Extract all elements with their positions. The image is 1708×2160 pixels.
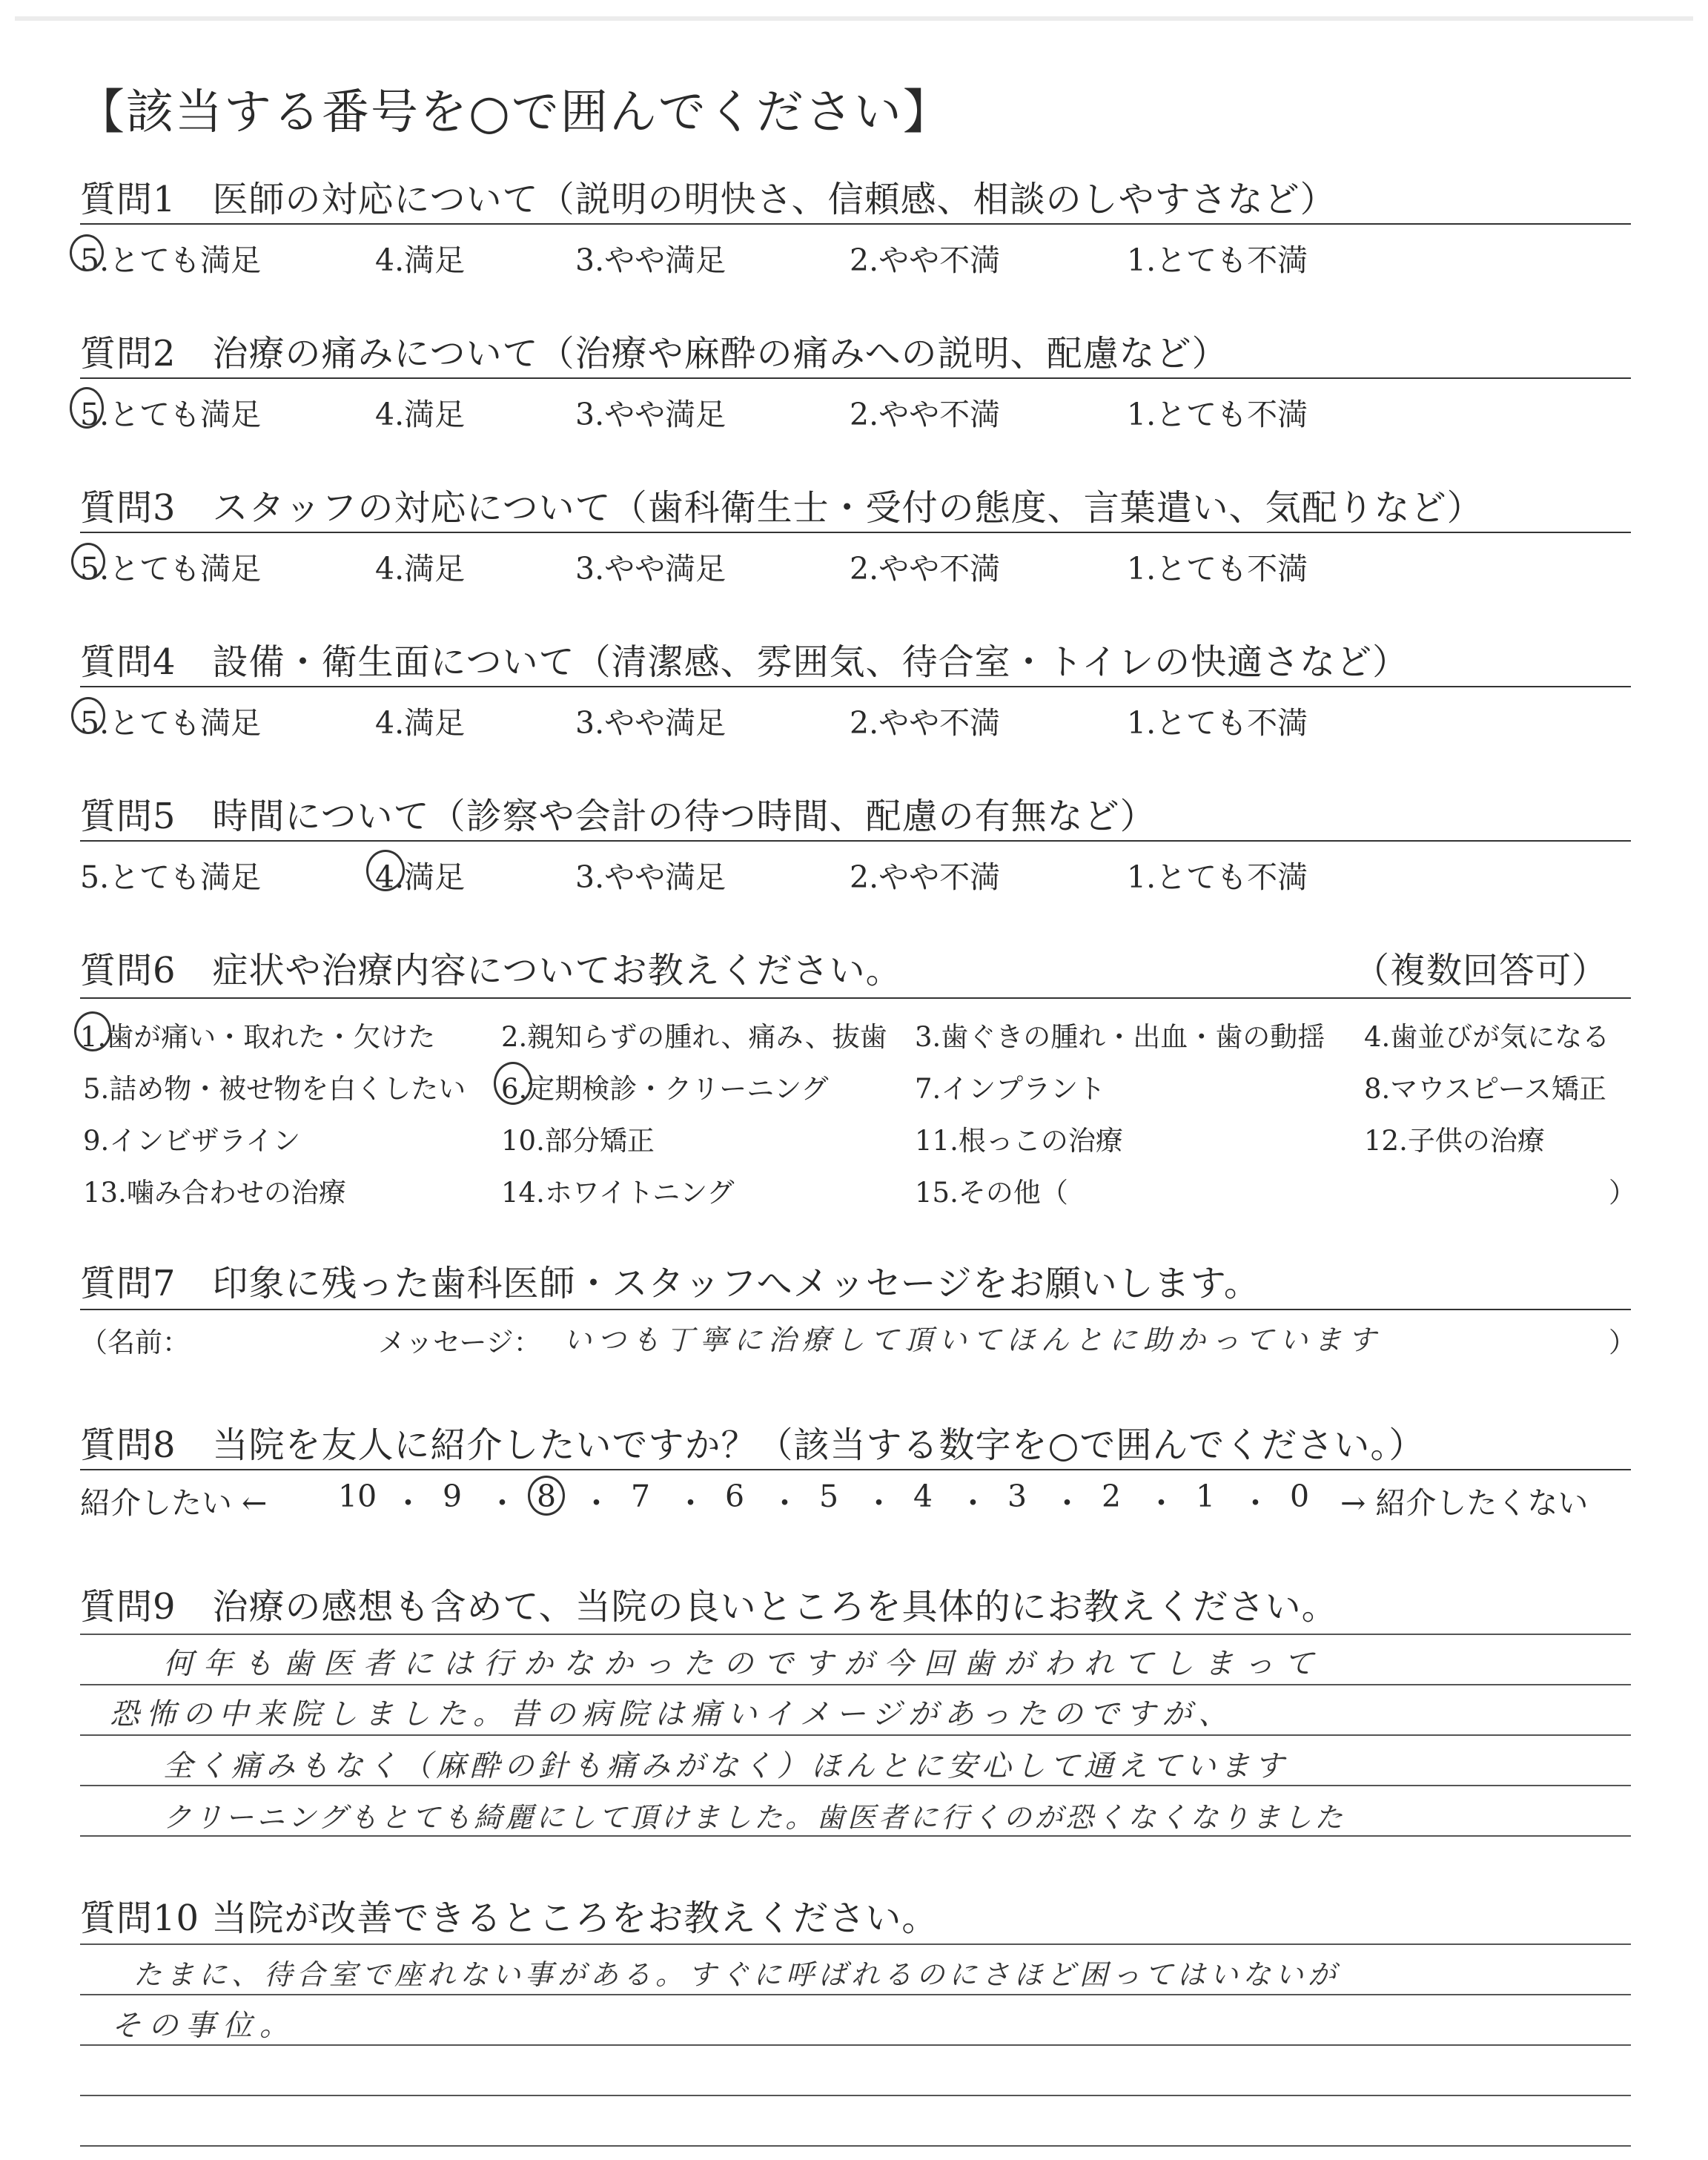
q10-answer-line-2[interactable]: その事位。 (111, 2009, 297, 2043)
question-7-rule (80, 1309, 1631, 1310)
page-header: 【該当する番号を○で囲んでください】 (77, 85, 952, 140)
question-5-title: 質問5 時間について（診察や会計の待つ時間、配慮の有無など） (80, 796, 1156, 837)
q6-item-4[interactable]: 4.歯並びが気になる (1364, 1021, 1610, 1053)
q6-item-8[interactable]: 8.マウスピース矯正 (1364, 1073, 1606, 1105)
question-8-rule (80, 1469, 1631, 1470)
q1-option-3[interactable]: 3.やや満足 (575, 242, 726, 278)
q3-option-4[interactable]: 4.満足 (375, 551, 466, 587)
q6-item-1[interactable]: 1.歯が痛い・取れた・欠けた (80, 1021, 436, 1053)
q2-option-2[interactable]: 2.やや不満 (850, 397, 1001, 432)
q4-option-1[interactable]: 1.とても不満 (1127, 705, 1308, 741)
q8-scale-separator: ・ (675, 1485, 706, 1521)
question-8-title: 質問8 当院を友人に紹介したいですか？（該当する数字を○で囲んでください。） (80, 1424, 1426, 1466)
q8-right-label: → 紹介したくない (1340, 1485, 1589, 1521)
question-6-note: （複数回答可） (1354, 950, 1609, 991)
q5-selected-circle (366, 850, 405, 891)
q9-line-rule-2 (80, 1684, 1631, 1685)
q7-message-text[interactable]: いつも丁寧に治療して頂いてほんとに助かっています (563, 1324, 1383, 1356)
q6-item-6[interactable]: 6.定期検診・クリーニング (501, 1073, 829, 1105)
q8-scale-separator: ・ (487, 1485, 517, 1521)
top-border (15, 16, 1693, 21)
q6-item-13[interactable]: 13.噛み合わせの治療 (83, 1177, 346, 1209)
q8-scale-1[interactable]: 1 (1196, 1479, 1216, 1514)
q2-option-1[interactable]: 1.とても不満 (1127, 397, 1308, 432)
q3-option-1[interactable]: 1.とても不満 (1127, 551, 1308, 587)
q6-item-10[interactable]: 10.部分矯正 (501, 1125, 655, 1157)
q6-item-9[interactable]: 9.インビザライン (83, 1125, 301, 1157)
q5-option-4[interactable]: 4.満足 (375, 859, 466, 895)
question-9-title: 質問9 治療の感想も含めて、当院の良いところを具体的にお教えください。 (80, 1586, 1338, 1628)
question-6-title: 質問6 症状や治療内容についてお教えください。 (80, 950, 902, 991)
q2-option-5[interactable]: 5.とても満足 (80, 397, 262, 432)
q2-option-3[interactable]: 3.やや満足 (575, 397, 726, 432)
q8-scale-0[interactable]: 0 (1290, 1479, 1310, 1514)
q9-answer-line-2[interactable]: 恐怖の中来院しました。昔の病院は痛いイメージがあったのですが、 (110, 1697, 1235, 1731)
q9-answer-line-4[interactable]: クリーニングもとても綺麗にして頂けました。歯医者に行くのが恐くなくなりました (163, 1801, 1346, 1834)
q6-item-11[interactable]: 11.根っこの治療 (915, 1125, 1123, 1157)
q4-option-2[interactable]: 2.やや不満 (850, 705, 1001, 741)
q6-selected-circle-6 (494, 1062, 532, 1105)
q4-selected-circle (71, 697, 105, 734)
q6-other-close-paren: ） (1609, 1177, 1636, 1209)
q10-line-rule-3 (80, 2044, 1631, 2046)
q8-scale-separator: ・ (1146, 1485, 1176, 1521)
q6-item-3[interactable]: 3.歯ぐきの腫れ・出血・歯の動揺 (915, 1021, 1325, 1053)
q8-scale-separator: ・ (864, 1485, 894, 1521)
q5-option-2[interactable]: 2.やや不満 (850, 859, 1001, 895)
q8-scale-separator: ・ (769, 1485, 800, 1521)
q6-item-2[interactable]: 2.親知らずの腫れ、痛み、抜歯 (501, 1021, 887, 1053)
q8-scale-3[interactable]: 3 (1007, 1479, 1027, 1514)
q1-option-1[interactable]: 1.とても不満 (1127, 242, 1308, 278)
question-5-rule (80, 840, 1631, 842)
question-1-title: 質問1 医師の対応について（説明の明快さ、信頼感、相談のしやすさなど） (80, 179, 1337, 220)
question-4-title: 質問4 設備・衛生面について（清潔感、雰囲気、待合室・トイレの快適さなど） (80, 641, 1409, 683)
question-1-rule (80, 223, 1631, 225)
q1-option-5[interactable]: 5.とても満足 (80, 242, 262, 278)
q8-selected-circle (528, 1476, 565, 1516)
q1-option-2[interactable]: 2.やや不満 (850, 242, 1001, 278)
q8-scale-separator: ・ (1240, 1485, 1271, 1521)
q8-scale-9[interactable]: 9 (443, 1479, 463, 1514)
question-2-title: 質問2 治療の痛みについて（治療や麻酔の痛みへの説明、配慮など） (80, 333, 1228, 374)
q6-item-15[interactable]: 15.その他（ (915, 1177, 1068, 1209)
q8-scale-separator: ・ (1052, 1485, 1082, 1521)
q9-line-rule-5 (80, 1835, 1631, 1837)
q8-left-label: 紹介したい ← (80, 1485, 268, 1521)
q8-scale-2[interactable]: 2 (1102, 1479, 1122, 1514)
q9-line-rule-4 (80, 1785, 1631, 1786)
question-10-title: 質問10 当院が改善できるところをお教えください。 (80, 1898, 939, 1939)
q7-close-paren: ） (1609, 1327, 1636, 1358)
q6-item-12[interactable]: 12.子供の治療 (1364, 1125, 1545, 1157)
q10-line-rule-5 (80, 2145, 1631, 2147)
q10-line-rule-1 (80, 1943, 1631, 1945)
question-4-rule (80, 686, 1631, 687)
q9-line-rule-1 (80, 1634, 1631, 1635)
q7-message-label: メッセージ： (378, 1327, 541, 1358)
q9-answer-line-1[interactable]: 何年も歯医者には行かなかったのですが今回歯がわれてしまって (163, 1647, 1324, 1681)
q9-line-rule-3 (80, 1734, 1631, 1736)
q8-scale-10[interactable]: 10 (338, 1479, 377, 1514)
q7-name-label: （名前： (80, 1327, 190, 1358)
q8-scale-separator: ・ (393, 1485, 423, 1521)
q5-option-3[interactable]: 3.やや満足 (575, 859, 726, 895)
q8-scale-separator: ・ (958, 1485, 988, 1521)
question-6-rule (80, 997, 1631, 999)
q9-answer-line-3[interactable]: 全く痛みもなく（麻酔の針も痛みがなく）ほんとに安心して通えています (163, 1749, 1288, 1783)
question-2-rule (80, 377, 1631, 379)
q8-scale-6[interactable]: 6 (725, 1479, 745, 1514)
q8-scale-separator: ・ (581, 1485, 612, 1521)
q4-option-5[interactable]: 5.とても満足 (80, 705, 262, 741)
q6-item-5[interactable]: 5.詰め物・被せ物を白くしたい (83, 1073, 466, 1105)
q3-selected-circle (71, 543, 105, 580)
q4-option-3[interactable]: 3.やや満足 (575, 705, 726, 741)
q10-line-rule-2 (80, 1994, 1631, 1995)
q8-scale-5[interactable]: 5 (819, 1479, 839, 1514)
q5-option-5[interactable]: 5.とても満足 (80, 859, 262, 895)
q4-option-4[interactable]: 4.満足 (375, 705, 466, 741)
q8-scale-8[interactable]: 8 (537, 1479, 557, 1514)
q2-option-4[interactable]: 4.満足 (375, 397, 466, 432)
q5-option-1[interactable]: 1.とても不満 (1127, 859, 1308, 895)
question-3-title: 質問3 スタッフの対応について（歯科衛生士・受付の態度、言葉遣い、気配りなど） (80, 487, 1483, 529)
q8-scale-4[interactable]: 4 (913, 1479, 933, 1514)
q1-selected-circle (70, 234, 104, 271)
q3-option-2[interactable]: 2.やや不満 (850, 551, 1001, 587)
q10-line-rule-4 (80, 2095, 1631, 2096)
q3-option-3[interactable]: 3.やや満足 (575, 551, 726, 587)
question-7-title: 質問7 印象に残った歯科医師・スタッフへメッセージをお願いします。 (80, 1263, 1260, 1304)
q8-scale-7[interactable]: 7 (631, 1479, 651, 1514)
question-3-rule (80, 532, 1631, 533)
q6-item-7[interactable]: 7.インプラント (915, 1073, 1106, 1105)
q6-item-14[interactable]: 14.ホワイトニング (501, 1177, 735, 1209)
q1-option-4[interactable]: 4.満足 (375, 242, 466, 278)
q6-selected-circle-1 (74, 1011, 111, 1051)
q2-selected-circle (70, 387, 104, 429)
q3-option-5[interactable]: 5.とても満足 (80, 551, 262, 587)
q10-answer-line-1[interactable]: たまに、待合室で座れない事がある。すぐに呼ばれるのにさほど困ってはいないが (133, 1958, 1341, 1991)
